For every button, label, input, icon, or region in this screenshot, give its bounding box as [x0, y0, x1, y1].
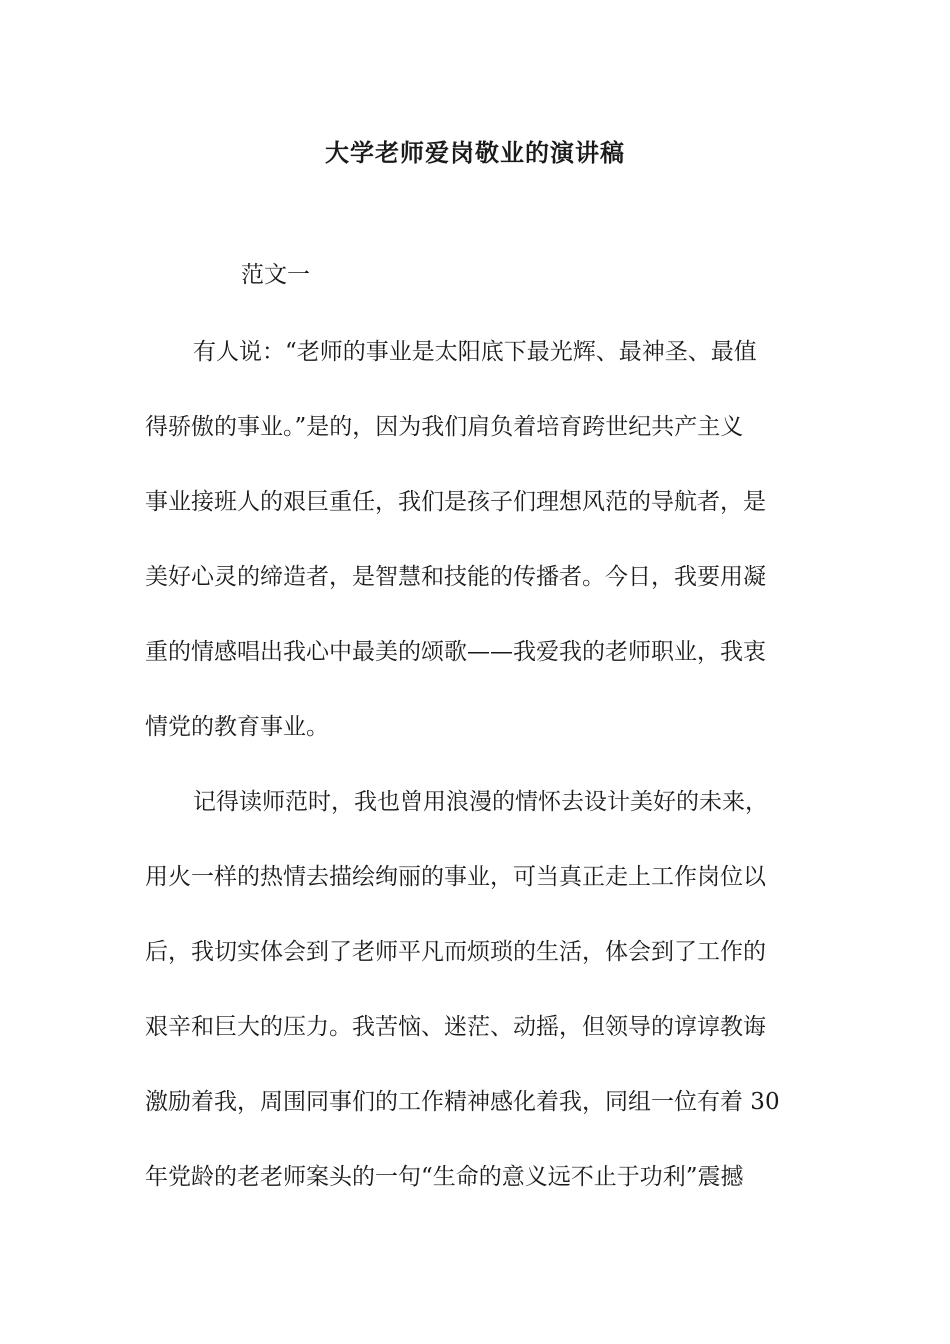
paragraph-line: 艰辛和巨大的压力。我苦恼、迷茫、动摇，但领导的谆谆教诲 [145, 1014, 766, 1040]
paragraph-line: 重的情感唱出我心中最美的颂歌——我爱我的老师职业，我衷 [145, 639, 766, 665]
paragraph-line: 事业接班人的艰巨重任，我们是孩子们理想风范的导航者，是 [145, 489, 766, 515]
paragraph-line: 用火一样的热情去描绘绚丽的事业，可当真正走上工作岗位以 [145, 864, 766, 890]
document-title: 大学老师爱岗敬业的演讲稿 [325, 139, 625, 167]
paragraph-line: 记得读师范时，我也曾用浪漫的情怀去设计美好的未来， [193, 789, 768, 815]
paragraph-2 [145, 765, 805, 1215]
paragraph-line: 美好心灵的缔造者，是智慧和技能的传播者。今日，我要用凝 [145, 564, 766, 590]
paragraph-line: 有人说：“老师的事业是太阳底下最光辉、最神圣、最值 [193, 339, 757, 365]
paragraph-1 [145, 315, 805, 765]
paragraph-line: 后，我切实体会到了老师平凡而烦琐的生活，体会到了工作的 [145, 939, 766, 965]
paragraph-line: 激励着我，周围同事们的工作精神感化着我，同组一位有着 30 [145, 1089, 780, 1115]
paragraph-line: 情党的教育事业。 [145, 714, 329, 740]
paragraph-line: 得骄傲的事业。”是的，因为我们肩负着培育跨世纪共产主义 [145, 414, 744, 440]
section-heading: 范文一 [241, 262, 310, 288]
paragraph-line: 年党龄的老老师案头的一句“生命的意义远不止于功利”震撼 [145, 1164, 744, 1190]
